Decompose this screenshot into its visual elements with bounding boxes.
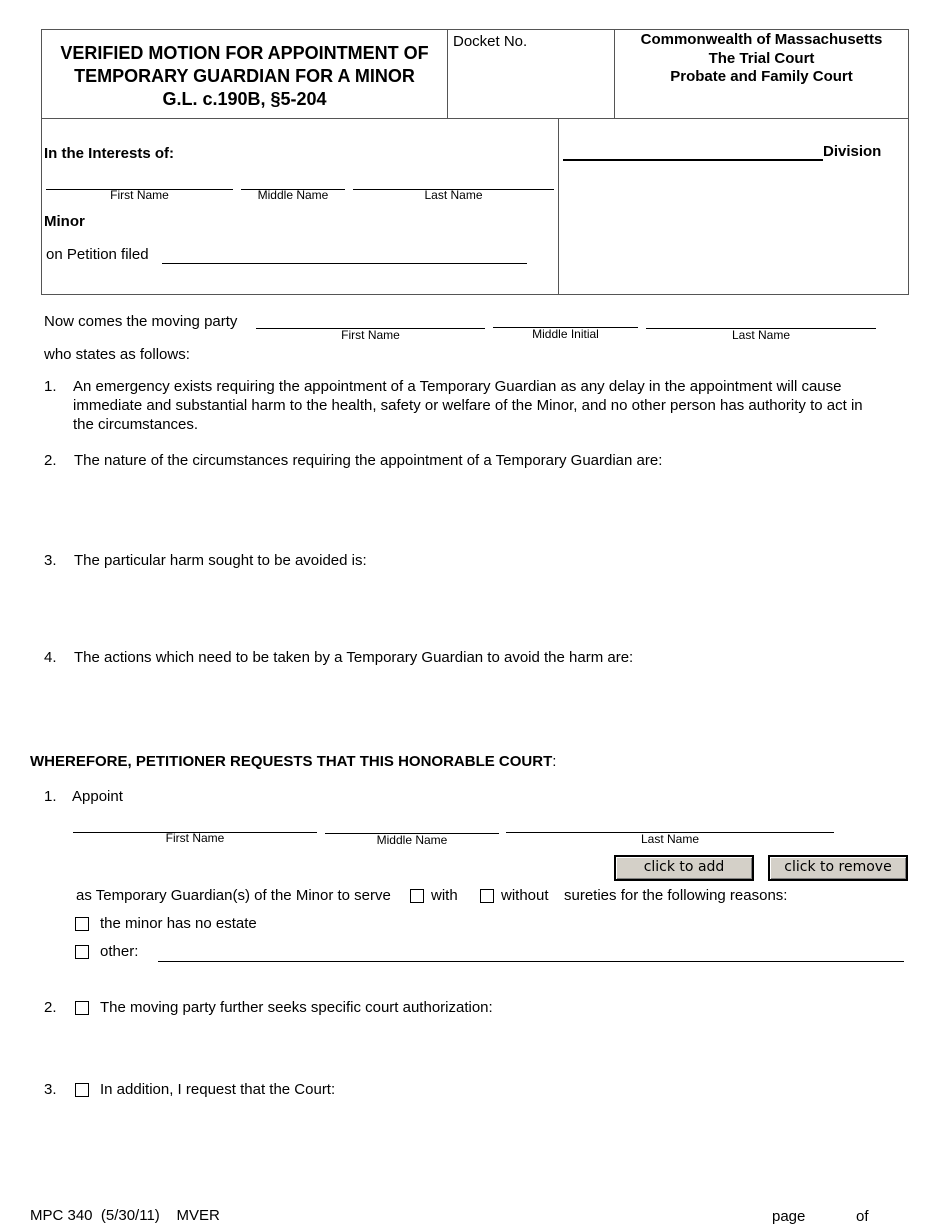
form-id: MPC 340 (5/30/11) MVER xyxy=(30,1207,220,1224)
page-label: page xyxy=(772,1208,806,1225)
request-3-label: In addition, I request that the Court: xyxy=(100,1081,336,1098)
court-line-2: The Trial Court xyxy=(708,49,815,67)
additional-request-checkbox[interactable] xyxy=(75,1083,89,1097)
interests-label: In the Interests of: xyxy=(44,145,175,162)
with-sureties-checkbox[interactable] xyxy=(410,889,424,903)
wherefore-heading-text: WHEREFORE, PETITIONER REQUESTS THAT THIS HONORABLE COURT xyxy=(30,753,553,770)
minor-last-name-label: Last Name xyxy=(424,188,483,202)
statement-3-response-area[interactable] xyxy=(74,572,894,642)
petition-filed-label: on Petition filed xyxy=(46,246,149,263)
with-label: with xyxy=(431,887,458,904)
docket-label: Docket No. xyxy=(453,33,528,50)
wherefore-heading xyxy=(30,753,556,770)
minor-label: Minor xyxy=(44,213,85,230)
form-title-line-1: VERIFIED MOTION FOR APPOINTMENT OF xyxy=(60,43,429,63)
statement-2-number: 2. xyxy=(44,452,57,469)
form-title-line-3: G.L. c.190B, §5-204 xyxy=(162,89,327,109)
other-reason-field[interactable] xyxy=(158,961,904,962)
statement-3-text: The particular harm sought to be avoided is: xyxy=(74,552,367,569)
request-2-label: The moving party further seeks specific court authorization: xyxy=(100,999,493,1016)
statement-3-number: 3. xyxy=(44,552,57,569)
statement-4-number: 4. xyxy=(44,649,57,666)
court-line-1: Commonwealth of Massachusetts xyxy=(640,31,883,48)
request-1-number: 1. xyxy=(44,788,57,805)
guardian-last-name-label: Last Name xyxy=(640,832,700,846)
statement-2-response-area[interactable] xyxy=(74,472,894,542)
guardian-first-name-label: First Name xyxy=(165,831,225,845)
no-estate-checkbox[interactable] xyxy=(75,917,89,931)
court-box xyxy=(614,29,909,119)
request-2-number: 2. xyxy=(44,999,57,1016)
statement-2-text: The nature of the circumstances requiring the appointment of a Temporary Guardian are: xyxy=(74,452,663,469)
request-3-number: 3. xyxy=(44,1081,57,1098)
request-1-label: Appoint xyxy=(72,788,123,805)
remove-guardian-button[interactable]: click to remove xyxy=(768,855,908,881)
statement-1-text: An emergency exists requiring the appointment of a Temporary Guardian as any delay in the appointment will cause immediate and substantial harm to the health, safety or welfare of the Minor, and no other person has authority to act in the circumstances. xyxy=(73,378,863,433)
moving-party-middle-initial-label: Middle Initial xyxy=(532,327,599,341)
court-line-3: Probate and Family Court xyxy=(670,68,853,85)
without-sureties-checkbox[interactable] xyxy=(480,889,494,903)
minor-first-name-label: First Name xyxy=(110,188,169,202)
other-reason-label: other: xyxy=(100,943,139,960)
without-label: without xyxy=(501,887,549,904)
wherefore-colon: : xyxy=(552,753,557,770)
guardian-middle-name-label: Middle Name xyxy=(376,833,448,847)
no-estate-label: the minor has no estate xyxy=(100,915,257,932)
add-guardian-button[interactable]: click to add xyxy=(614,855,754,881)
serve-text: as Temporary Guardian(s) of the Minor to serve xyxy=(76,887,391,904)
moving-party-lead: Now comes the moving party xyxy=(44,313,238,330)
division-field[interactable] xyxy=(563,159,823,161)
statement-4-text: The actions which need to be taken by a Temporary Guardian to avoid the harm are: xyxy=(74,649,634,666)
moving-party-first-name-label: First Name xyxy=(341,328,400,342)
statement-4-response-area[interactable] xyxy=(74,669,894,739)
minor-middle-name-label: Middle Name xyxy=(257,188,329,202)
statement-1-number: 1. xyxy=(44,378,57,395)
sureties-text: sureties for the following reasons: xyxy=(564,887,788,904)
moving-party-last-name-label: Last Name xyxy=(731,328,791,342)
title-box xyxy=(41,29,448,119)
states-as-follows: who states as follows: xyxy=(44,346,190,363)
docket-box xyxy=(447,29,615,119)
other-reason-checkbox[interactable] xyxy=(75,945,89,959)
petition-date-field[interactable] xyxy=(162,263,527,264)
form-title-line-2: TEMPORARY GUARDIAN FOR A MINOR xyxy=(74,66,415,86)
page-of-label: of xyxy=(856,1208,869,1225)
court-authorization-checkbox[interactable] xyxy=(75,1001,89,1015)
division-label: Division xyxy=(823,143,882,160)
